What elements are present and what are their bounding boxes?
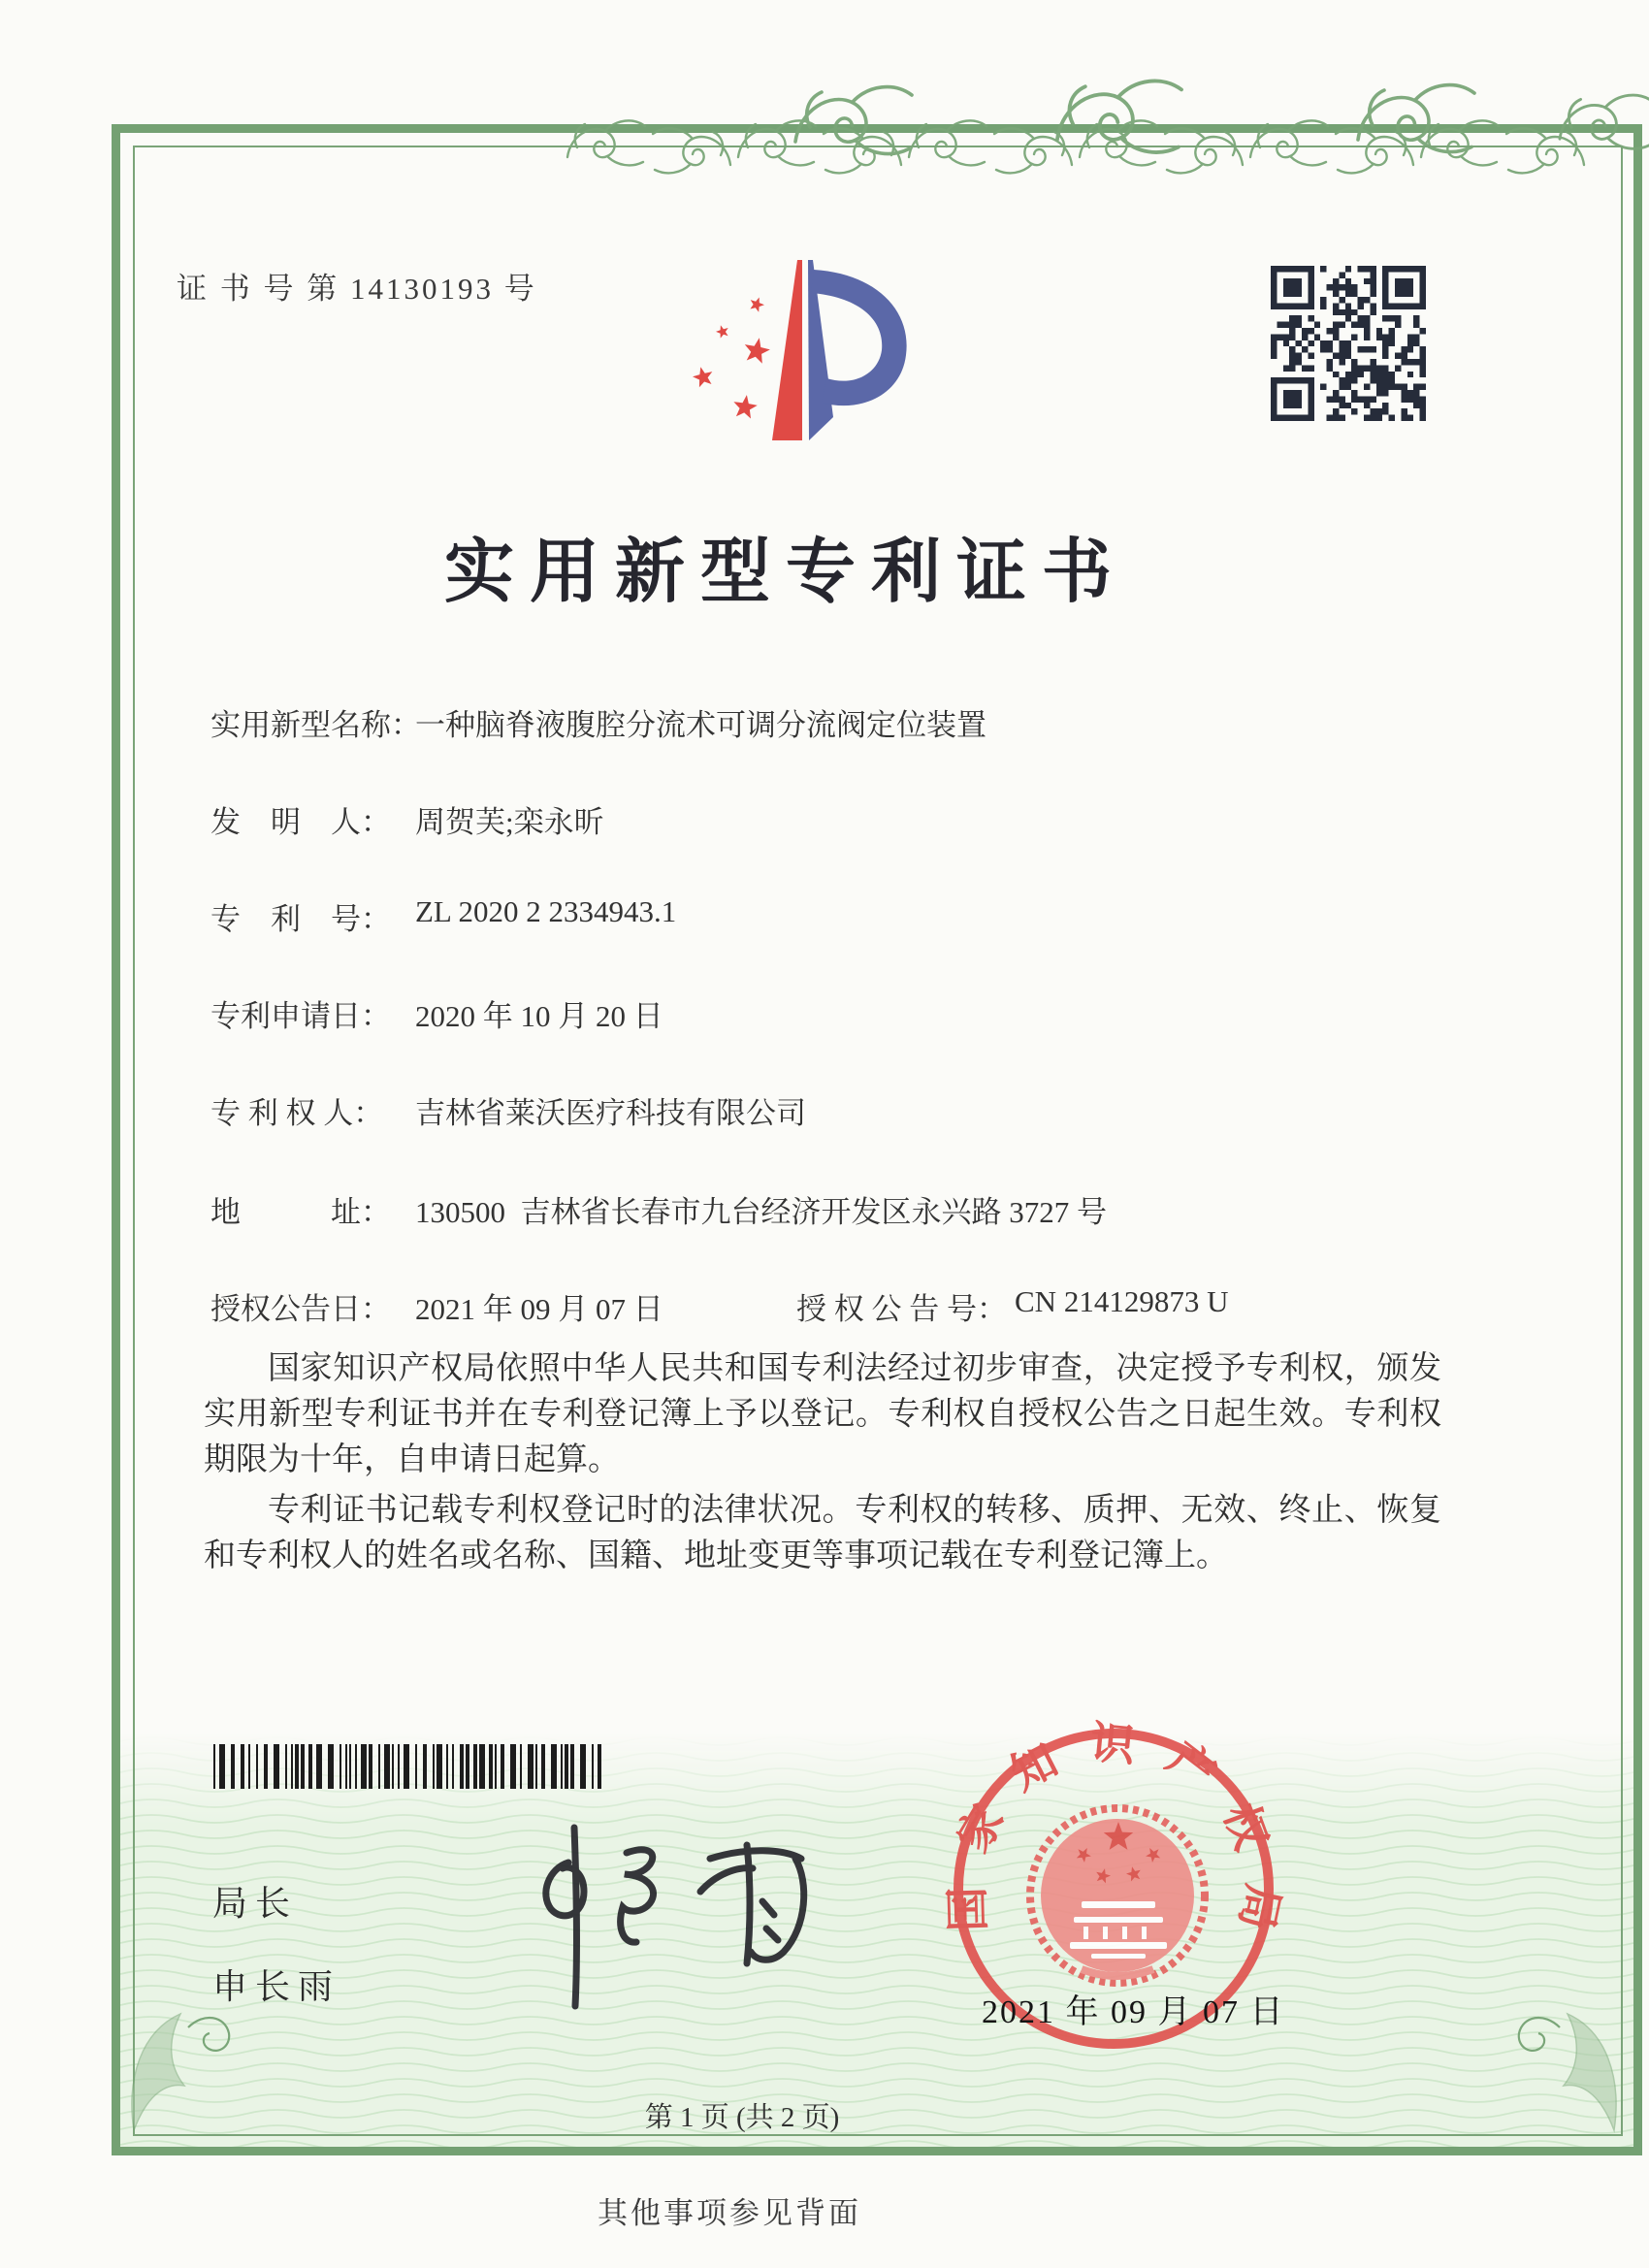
field-label: 专 利 号： xyxy=(210,902,391,936)
certificate-number: 证 书 号 第 14130193 号 xyxy=(177,272,537,306)
field-label: 授 权 公 告 号： xyxy=(796,1292,1007,1326)
certificate-title: 实用新型专利证书 xyxy=(443,534,1127,611)
seal-date: 2021 年 09 月 07 日 xyxy=(982,1994,1285,2030)
national-emblem-icon xyxy=(1030,1808,1205,1983)
field-label: 地 址： xyxy=(210,1195,391,1229)
field-value: 2020 年 10 月 20 日 xyxy=(415,999,663,1033)
field-value: 周贺芙;栾永昕 xyxy=(415,805,604,839)
body-paragraph-2: 专利证书记载专利权登记时的法律状况。专利权的转移、质押、无效、终止、恢复和专利权人的姓名或名称、国籍、地址变更等事项记载在专利登记簿上。 xyxy=(204,1493,1441,1573)
field-label: 发 明 人： xyxy=(210,805,391,839)
field-label: 授权公告日： xyxy=(210,1292,391,1326)
page-number: 第 1 页 (共 2 页) xyxy=(644,2102,840,2133)
signature-image xyxy=(456,1820,815,2033)
body-paragraph-1: 国家知识产权局依照中华人民共和国专利法经过初步审查，决定授予专利权，颁发实用新型专利证书并在专利登记簿上予以登记。专利权自授权公告之日起生效。专利权期限为十年，自申请日起算。 xyxy=(204,1351,1441,1477)
qr-code xyxy=(1271,266,1426,421)
floral-corner-right-icon xyxy=(1498,1985,1624,2140)
field-value: ZL 2020 2 2334943.1 xyxy=(415,894,677,928)
back-note: 其他事项参见背面 xyxy=(598,2196,861,2230)
floral-border-top-icon xyxy=(0,29,1649,272)
field-value: 一种脑脊液腹腔分流术可调分流阀定位装置 xyxy=(415,708,986,742)
field-label: 实用新型名称： xyxy=(210,708,421,742)
field-value: 吉林省莱沃医疗科技有限公司 xyxy=(415,1096,806,1130)
field-label: 专 利 权 人： xyxy=(210,1096,384,1130)
field-value: CN 214129873 U xyxy=(1015,1284,1229,1318)
field-label: 专利申请日： xyxy=(210,999,391,1033)
cnipa-logo-icon xyxy=(679,254,922,448)
field-value: 2021 年 09 月 07 日 xyxy=(415,1292,663,1326)
seal-text: 国家知识产权局 xyxy=(942,1717,1289,1963)
field-value: 130500 吉林省长春市九台经济开发区永兴路 3727 号 xyxy=(415,1195,1107,1229)
signer-name: 申长雨 xyxy=(212,1967,341,2006)
signer-title: 局长 xyxy=(212,1884,299,1923)
barcode xyxy=(213,1744,607,1789)
